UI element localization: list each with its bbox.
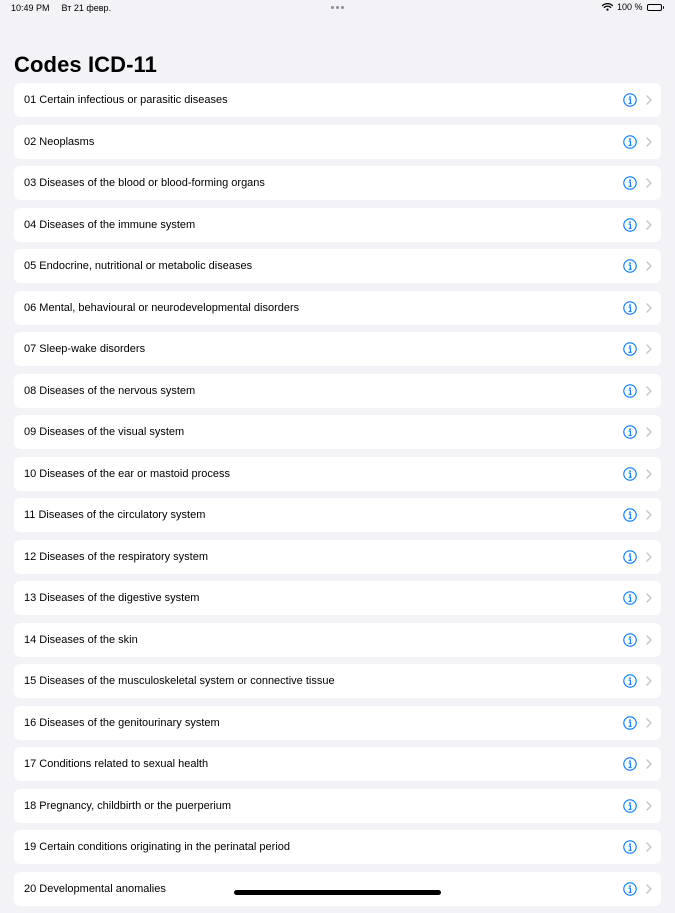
status-right [602, 2, 664, 12]
chapter-row-02[interactable] [14, 125, 661, 159]
chevron-right-icon [646, 95, 652, 105]
chevron-right-icon [646, 178, 652, 188]
chapter-label: 08 Diseases of the nervous system [24, 384, 196, 397]
chevron-right-icon [646, 842, 652, 852]
chapter-label: 09 Diseases of the visual system [24, 426, 185, 438]
chapter-list [14, 83, 661, 913]
chapter-row-12[interactable] [14, 540, 661, 574]
page-title: Codes ICD-11 [14, 52, 158, 77]
info-icon[interactable] [623, 882, 637, 896]
chapter-label: 07 Sleep-wake disorders [24, 343, 146, 355]
chevron-right-icon [646, 303, 652, 313]
status-time: 10:49 PM [11, 3, 50, 13]
info-icon[interactable] [623, 799, 637, 813]
chapter-label: 02 Neoplasms [24, 135, 95, 148]
status-bar [0, 0, 675, 18]
multitasking-dots-icon[interactable] [331, 6, 344, 9]
chevron-right-icon [646, 469, 652, 479]
info-icon[interactable] [623, 508, 637, 522]
info-icon[interactable] [623, 342, 637, 356]
chapter-label: 03 Diseases of the blood or blood-forming organs [24, 177, 265, 189]
chapter-row-10[interactable] [14, 457, 661, 491]
chapter-row-09[interactable] [14, 415, 661, 449]
info-icon[interactable] [623, 591, 637, 605]
chapter-row-14[interactable] [14, 623, 661, 657]
chapter-row-16[interactable] [14, 706, 661, 740]
chapter-row-06[interactable] [14, 291, 661, 325]
chapter-label: 04 Diseases of the immune system [24, 218, 196, 231]
chapter-row-19[interactable] [14, 830, 661, 864]
chevron-right-icon [646, 137, 652, 147]
info-icon[interactable] [623, 176, 637, 190]
chapter-row-13[interactable] [14, 581, 661, 615]
chapter-label: 17 Conditions related to sexual health [24, 758, 209, 770]
status-date: Вт 21 февр. [61, 3, 112, 13]
info-icon[interactable] [623, 633, 637, 647]
info-icon[interactable] [623, 384, 637, 398]
info-icon[interactable] [623, 467, 637, 481]
chapter-row-04[interactable] [14, 208, 661, 242]
chapter-label: 19 Certain conditions originating in the perinatal period [24, 841, 291, 853]
chapter-label: 12 Diseases of the respiratory system [24, 550, 209, 563]
chevron-right-icon [646, 510, 652, 520]
info-icon[interactable] [623, 716, 637, 730]
chevron-right-icon [646, 344, 652, 354]
chapter-label: 20 Developmental anomalies [24, 882, 166, 895]
home-indicator[interactable] [234, 890, 441, 895]
chevron-right-icon [646, 220, 652, 230]
chapter-row-03[interactable] [14, 166, 661, 200]
info-icon[interactable] [623, 757, 637, 771]
wifi-icon [602, 3, 613, 11]
chapter-row-15[interactable] [14, 664, 661, 698]
chapter-label: 06 Mental, behavioural or neurodevelopmental disorders [24, 301, 300, 314]
chapter-label: 05 Endocrine, nutritional or metabolic diseases [24, 260, 253, 272]
chevron-right-icon [646, 552, 652, 562]
chevron-right-icon [646, 593, 652, 603]
chapter-row-20[interactable] [14, 872, 661, 906]
chapter-label: 15 Diseases of the musculoskeletal system or connective tissue [24, 675, 335, 687]
chapter-row-07[interactable] [14, 332, 661, 366]
chevron-right-icon [646, 427, 652, 437]
chapter-row-18[interactable] [14, 789, 661, 823]
chapter-row-08[interactable] [14, 374, 661, 408]
chevron-right-icon [646, 261, 652, 271]
chapter-label: 14 Diseases of the skin [24, 633, 138, 646]
chapter-label: 16 Diseases of the genitourinary system [24, 716, 220, 729]
battery-icon [647, 4, 665, 11]
chapter-label: 18 Pregnancy, childbirth or the puerperium [24, 799, 232, 812]
info-icon[interactable] [623, 135, 637, 149]
chevron-right-icon [646, 676, 652, 686]
info-icon[interactable] [623, 674, 637, 688]
info-icon[interactable] [623, 425, 637, 439]
chapter-row-11[interactable] [14, 498, 661, 532]
chapter-row-01[interactable] [14, 83, 661, 117]
chevron-right-icon [646, 635, 652, 645]
battery-percent: 100 % [616, 2, 643, 12]
chapter-row-05[interactable] [14, 249, 661, 283]
chapter-label: 01 Certain infectious or parasitic diseases [24, 94, 228, 106]
info-icon[interactable] [623, 550, 637, 564]
chapter-row-17[interactable] [14, 747, 661, 781]
status-left [11, 3, 111, 13]
chevron-right-icon [646, 884, 652, 894]
info-icon[interactable] [623, 840, 637, 854]
info-icon[interactable] [623, 218, 637, 232]
info-icon[interactable] [623, 93, 637, 107]
info-icon[interactable] [623, 301, 637, 315]
chevron-right-icon [646, 801, 652, 811]
chapter-label: 10 Diseases of the ear or mastoid process [24, 467, 231, 480]
chevron-right-icon [646, 759, 652, 769]
chapter-label: 11 Diseases of the circulatory system [24, 509, 206, 521]
chapter-label: 13 Diseases of the digestive system [24, 592, 200, 604]
chevron-right-icon [646, 386, 652, 396]
chevron-right-icon [646, 718, 652, 728]
info-icon[interactable] [623, 259, 637, 273]
